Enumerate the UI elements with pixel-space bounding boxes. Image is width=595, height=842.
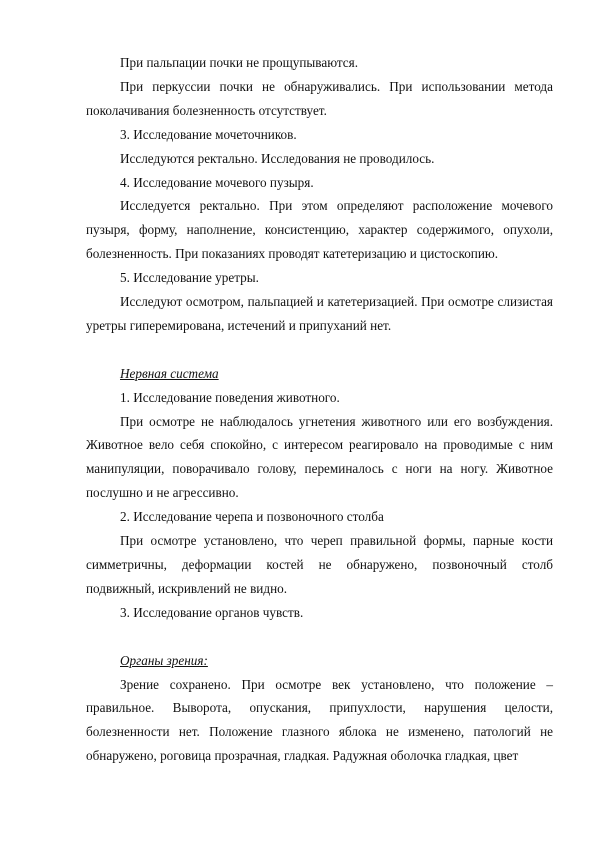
paragraph: Зрение сохранено. При осмотре век установлено, что положение – правильное. Выворота, опускания, припухлости, нарушения целости, болезненности нет. Положение глазного яблока не изменено, патологий не обнаружено, роговица прозрачная, гладкая. Радужная оболочка гладкая, цвет xyxy=(86,676,553,764)
paragraph: 3. Исследование мочеточников. xyxy=(120,126,297,142)
paragraph: Исследуют осмотром, пальпацией и катетеризацией. При осмотре слизистая уретры гиперемирована, истечений и припуханий нет. xyxy=(86,294,553,333)
blank-line xyxy=(86,625,553,649)
paragraph: 3. Исследование органов чувств. xyxy=(120,604,304,620)
paragraph: 1. Исследование поведения животного. xyxy=(120,389,340,405)
paragraph: При осмотре не наблюдалось угнетения животного или его возбуждения. Животное вело себя спокойно, с интересом реагировало на проводимые с ним манипуляции, поворачивало голову, переминалось с ноги на ногу. Животное послушно и не агрессивно. xyxy=(86,413,553,501)
paragraph: 5. Исследование уретры. xyxy=(120,270,259,286)
paragraph: Исследуется ректально. При этом определяют расположение мочевого пузыря, форму, наполнение, консистенцию, характер содержимого, опухоли, болезненность. При показаниях проводят катетеризацию и цистоскопию. xyxy=(86,198,553,262)
paragraph: Исследуются ректально. Исследования не проводилось. xyxy=(120,150,435,166)
paragraph: 2. Исследование черепа и позвоночного столба xyxy=(120,509,384,525)
section-heading-nervous-system: Нервная система xyxy=(120,365,219,381)
paragraph: 4. Исследование мочевого пузыря. xyxy=(120,174,314,190)
document-page xyxy=(86,51,553,768)
paragraph: При осмотре установлено, что череп правильной формы, парные кости симметричны, деформации костей не обнаружено, позвоночный столб подвижный, искривлений не видно. xyxy=(86,533,553,596)
blank-line xyxy=(86,338,553,362)
section-heading-vision-organs: Органы зрения: xyxy=(120,652,208,668)
paragraph: При пальпации почки не прощупываются. xyxy=(120,55,359,70)
paragraph: При перкуссии почки не обнаруживались. При использовании метода поколачивания болезненность отсутствует. xyxy=(86,78,553,118)
